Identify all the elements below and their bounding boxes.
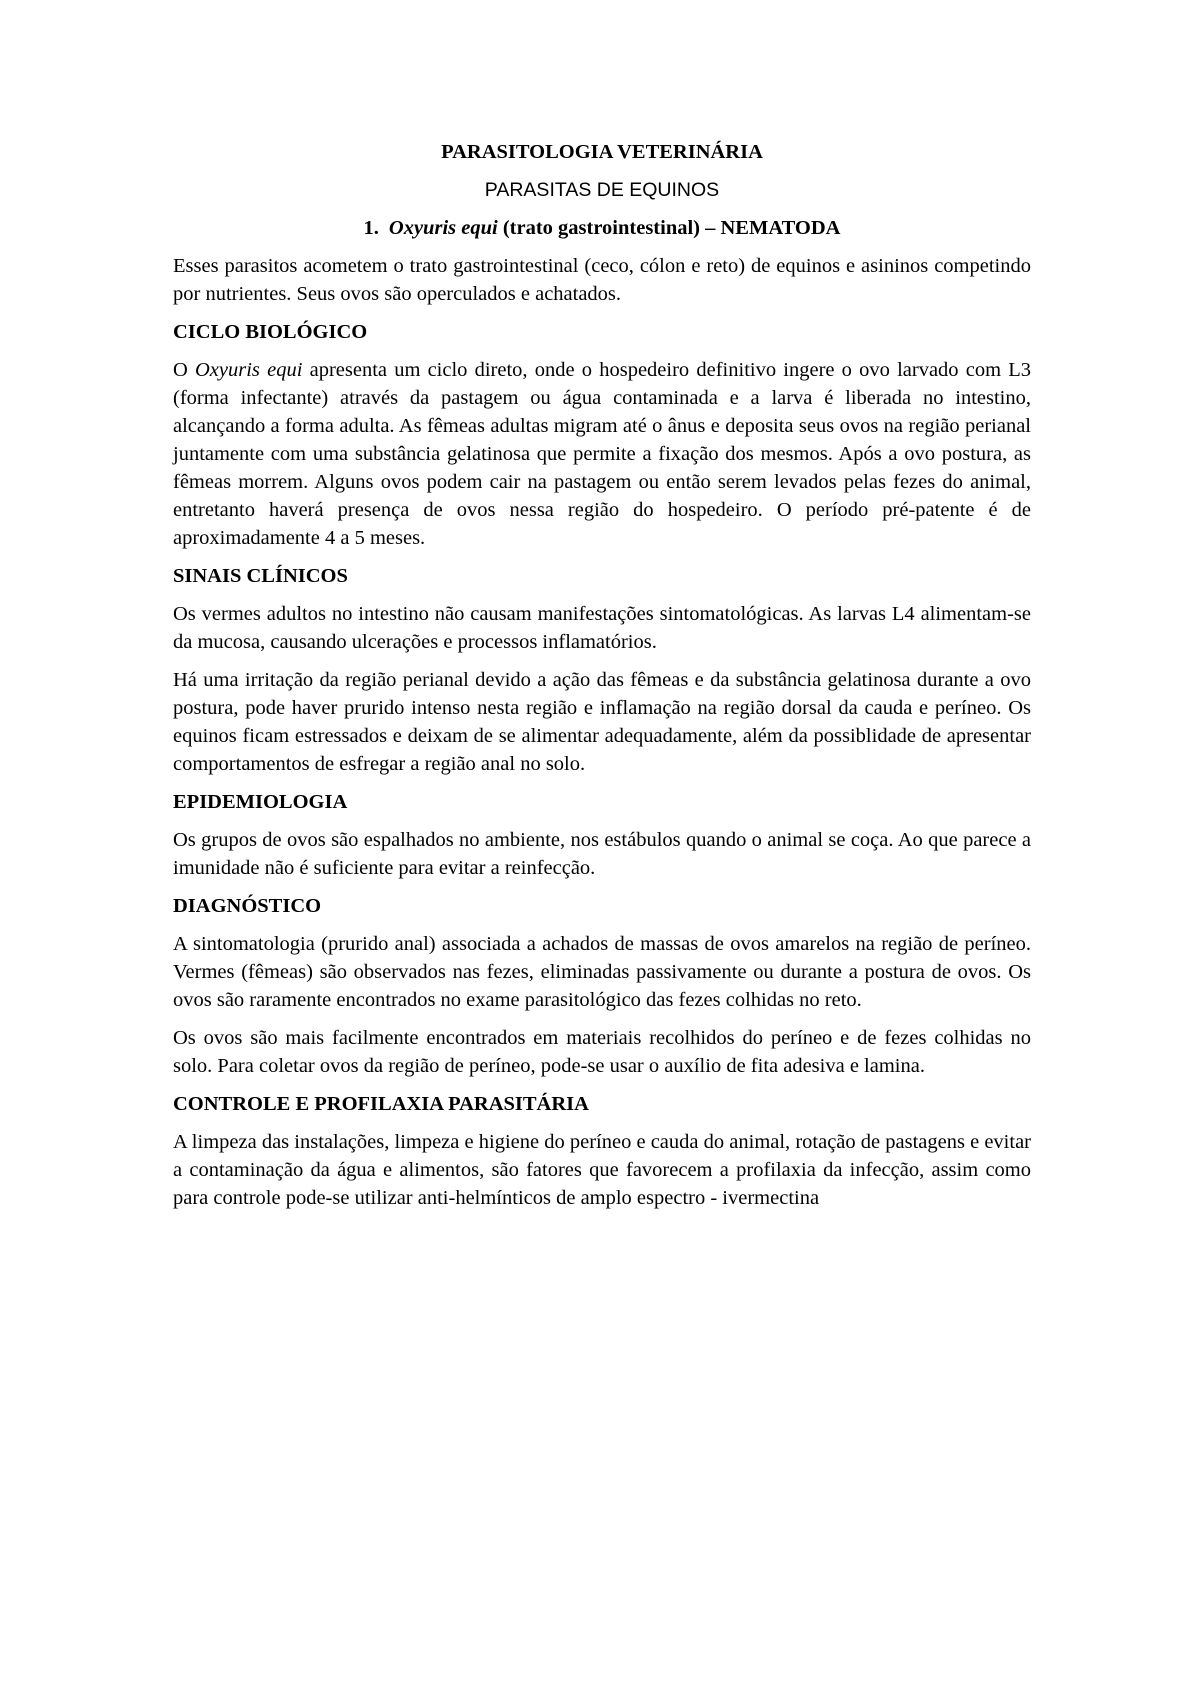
ciclo-lead: O bbox=[173, 359, 195, 381]
epidemiologia-paragraph: Os grupos de ovos são espalhados no ambiente, nos estábulos quando o animal se coça. Ao que parece a imunidade não é suficiente para evitar a reinfecção. bbox=[173, 829, 1031, 879]
sinais-paragraph-2: Há uma irritação da região perianal devido a ação das fêmeas e da substância gelatinosa durante a ovo postura, pode haver prurido intenso nesta região e inflamação na região dorsal da cauda e períneo. Os equinos ficam estressados e deixam de se alimentar adequadamente, além da possiblidade de apresentar comportamentos de esfregar a região anal no solo. bbox=[173, 669, 1031, 775]
document-subtitle: PARASITAS DE EQUINOS bbox=[484, 179, 720, 201]
heading-controle-profilaxia: CONTROLE E PROFILAXIA PARASITÁRIA bbox=[173, 1093, 589, 1115]
document-title: PARASITOLOGIA VETERINÁRIA bbox=[441, 141, 763, 163]
item-number: 1. bbox=[363, 217, 379, 239]
ciclo-species: Oxyuris equi bbox=[195, 359, 303, 381]
ciclo-paragraph bbox=[173, 356, 1031, 552]
heading-sinais-clinicos: SINAIS CLÍNICOS bbox=[173, 565, 348, 587]
sinais-paragraph-1: Os vermes adultos no intestino não causam manifestações sintomatológicas. As larvas L4 alimentam-se da mucosa, causando ulcerações e processos inflamatórios. bbox=[173, 603, 1031, 653]
heading-epidemiologia: EPIDEMIOLOGIA bbox=[173, 791, 348, 813]
diagnostico-paragraph-2: Os ovos são mais facilmente encontrados em materiais recolhidos do períneo e de fezes colhidas no solo. Para coletar ovos da região de períneo, pode-se usar o auxílio de fita adesiva e lamina. bbox=[173, 1027, 1031, 1077]
item-heading bbox=[173, 214, 1031, 242]
item-species: Oxyuris equi bbox=[388, 217, 498, 239]
ciclo-text: apresenta um ciclo direto, onde o hospedeiro definitivo ingere o ovo larvado com L3 (forma infectante) através da pastagem ou água contaminada e a larva é liberada no intestino, alcançando a forma adulta. As fêmeas adultas migram até o ânus e deposita seus ovos na região perianal juntamente com uma substância gelatinosa que permite a fixação dos mesmos. Após a ovo postura, as fêmeas morrem. Alguns ovos podem cair na pastagem ou então serem levados pelas fezes do animal, entretanto haverá presença de ovos nessa região do hospedeiro. O período pré-patente é de aproximadamente 4 a 5 meses. bbox=[173, 359, 1031, 549]
document-page bbox=[173, 138, 1031, 1222]
controle-paragraph: A limpeza das instalações, limpeza e higiene do períneo e cauda do animal, rotação de pastagens e evitar a contaminação da água e alimentos, são fatores que favorecem a profilaxia da infecção, assim como para controle pode-se utilizar anti-helmínticos de amplo espectro - ivermectina bbox=[173, 1131, 1031, 1209]
heading-diagnostico: DIAGNÓSTICO bbox=[173, 895, 322, 917]
diagnostico-paragraph-1: A sintomatologia (prurido anal) associada a achados de massas de ovos amarelos na região de períneo. Vermes (fêmeas) são observados nas fezes, eliminadas passivamente ou durante a postura de ovos. Os ovos são raramente encontrados no exame parasitológico das fezes colhidas no reto. bbox=[173, 933, 1031, 1011]
heading-ciclo-biologico: CICLO BIOLÓGICO bbox=[173, 321, 368, 343]
item-description: (trato gastrointestinal) – NEMATODA bbox=[497, 217, 841, 239]
intro-paragraph: Esses parasitos acometem o trato gastrointestinal (ceco, cólon e reto) de equinos e asininos competindo por nutrientes. Seus ovos são operculados e achatados. bbox=[173, 255, 1031, 305]
